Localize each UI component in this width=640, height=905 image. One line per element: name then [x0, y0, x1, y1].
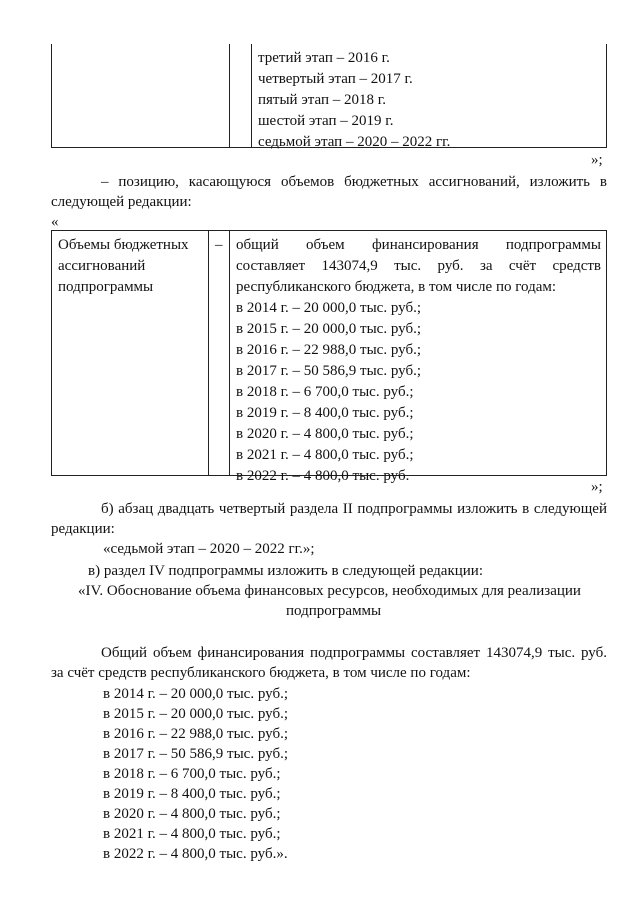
item-b-line: б) абзац двадцать четвертый раздела II подпрограммы изложить в следующей: [101, 501, 607, 517]
list-item: в 2020 г. – 4 800,0 тыс. руб.;: [103, 806, 281, 822]
list-item: в 2021 г. – 4 800,0 тыс. руб.;: [103, 826, 281, 842]
list-item: в 2022 г. – 4 800,0 тыс. руб.».: [103, 846, 288, 862]
budget-table: [51, 230, 607, 484]
budget-desc-line: республиканского бюджета, в том числе по годам:: [236, 279, 557, 295]
list-item: в 2014 г. – 20 000,0 тыс. руб.;: [103, 686, 288, 702]
open-quote: «: [51, 214, 59, 230]
list-item: в 2016 г. – 22 988,0 тыс. руб.;: [103, 726, 288, 742]
stage-line: седьмой этап – 2020 – 2022 гг.: [258, 134, 451, 150]
budget-label-line: подпрограммы: [58, 279, 154, 295]
intro-line: следующей редакции:: [51, 194, 192, 210]
final-year-list: [103, 684, 288, 864]
stage-line: шестой этап – 2019 г.: [258, 113, 394, 129]
final-line: за счёт средств республиканского бюджета, в том числе по годам:: [51, 665, 471, 681]
budget-year-line: в 2014 г. – 20 000,0 тыс. руб.;: [236, 300, 421, 316]
budget-desc-line: общий объем финансирования подпрограммы: [236, 237, 601, 253]
budget-year-line: в 2017 г. – 50 586,9 тыс. руб.;: [236, 363, 421, 379]
budget-year-line: в 2021 г. – 4 800,0 тыс. руб.;: [236, 447, 414, 463]
budget-desc-line: составляет 143074,9 тыс. руб. за счёт средств: [236, 258, 601, 274]
final-line: Общий объем финансирования подпрограммы составляет 143074,9 тыс. руб.: [101, 645, 607, 661]
table-divider: [229, 231, 230, 475]
budget-year-line: в 2015 г. – 20 000,0 тыс. руб.;: [236, 321, 421, 337]
list-item: в 2017 г. – 50 586,9 тыс. руб.;: [103, 746, 288, 762]
intro-paragraph: [51, 172, 607, 232]
table-divider: [251, 44, 252, 147]
stages-cell: [258, 48, 450, 153]
stage-line: третий этап – 2016 г.: [258, 50, 390, 66]
budget-description-cell: [236, 235, 601, 487]
budget-year-line: в 2022 г. – 4 800,0 тыс. руб.: [236, 468, 410, 484]
list-item: в 2019 г. – 8 400,0 тыс. руб.;: [103, 786, 281, 802]
list-item: в 2015 г. – 20 000,0 тыс. руб.;: [103, 706, 288, 722]
table-divider: [208, 231, 209, 475]
table-closing-quote: »;: [591, 479, 603, 495]
list-item: в 2018 г. – 6 700,0 тыс. руб.;: [103, 766, 281, 782]
table-divider: [229, 44, 230, 147]
item-b-paragraph: [51, 499, 607, 539]
item-v-line: в) раздел IV подпрограммы изложить в следующей редакции:: [88, 563, 483, 579]
intro-line: – позицию, касающуюся объемов бюджетных ассигнований, изложить в: [101, 174, 607, 190]
budget-dash: –: [215, 237, 223, 253]
section-heading-cont: подпрограммы: [286, 603, 382, 619]
stage-line: пятый этап – 2018 г.: [258, 92, 386, 108]
table-closing-quote: »;: [591, 152, 603, 168]
item-b-quote: «седьмой этап – 2020 – 2022 гг.»;: [103, 541, 315, 557]
final-paragraph: [51, 643, 607, 683]
budget-year-line: в 2019 г. – 8 400,0 тыс. руб.;: [236, 405, 414, 421]
budget-label-line: Объемы бюджетных: [58, 237, 189, 253]
budget-label-cell: [58, 235, 189, 298]
budget-year-line: в 2020 г. – 4 800,0 тыс. руб.;: [236, 426, 414, 442]
budget-year-line: в 2018 г. – 6 700,0 тыс. руб.;: [236, 384, 414, 400]
item-b-line: редакции:: [51, 521, 115, 537]
section-heading: «IV. Обоснование объема финансовых ресурсов, необходимых для реализации: [78, 583, 581, 599]
stages-table: [51, 44, 607, 148]
budget-year-line: в 2016 г. – 22 988,0 тыс. руб.;: [236, 342, 421, 358]
stage-line: четвертый этап – 2017 г.: [258, 71, 413, 87]
budget-label-line: ассигнований: [58, 258, 146, 274]
